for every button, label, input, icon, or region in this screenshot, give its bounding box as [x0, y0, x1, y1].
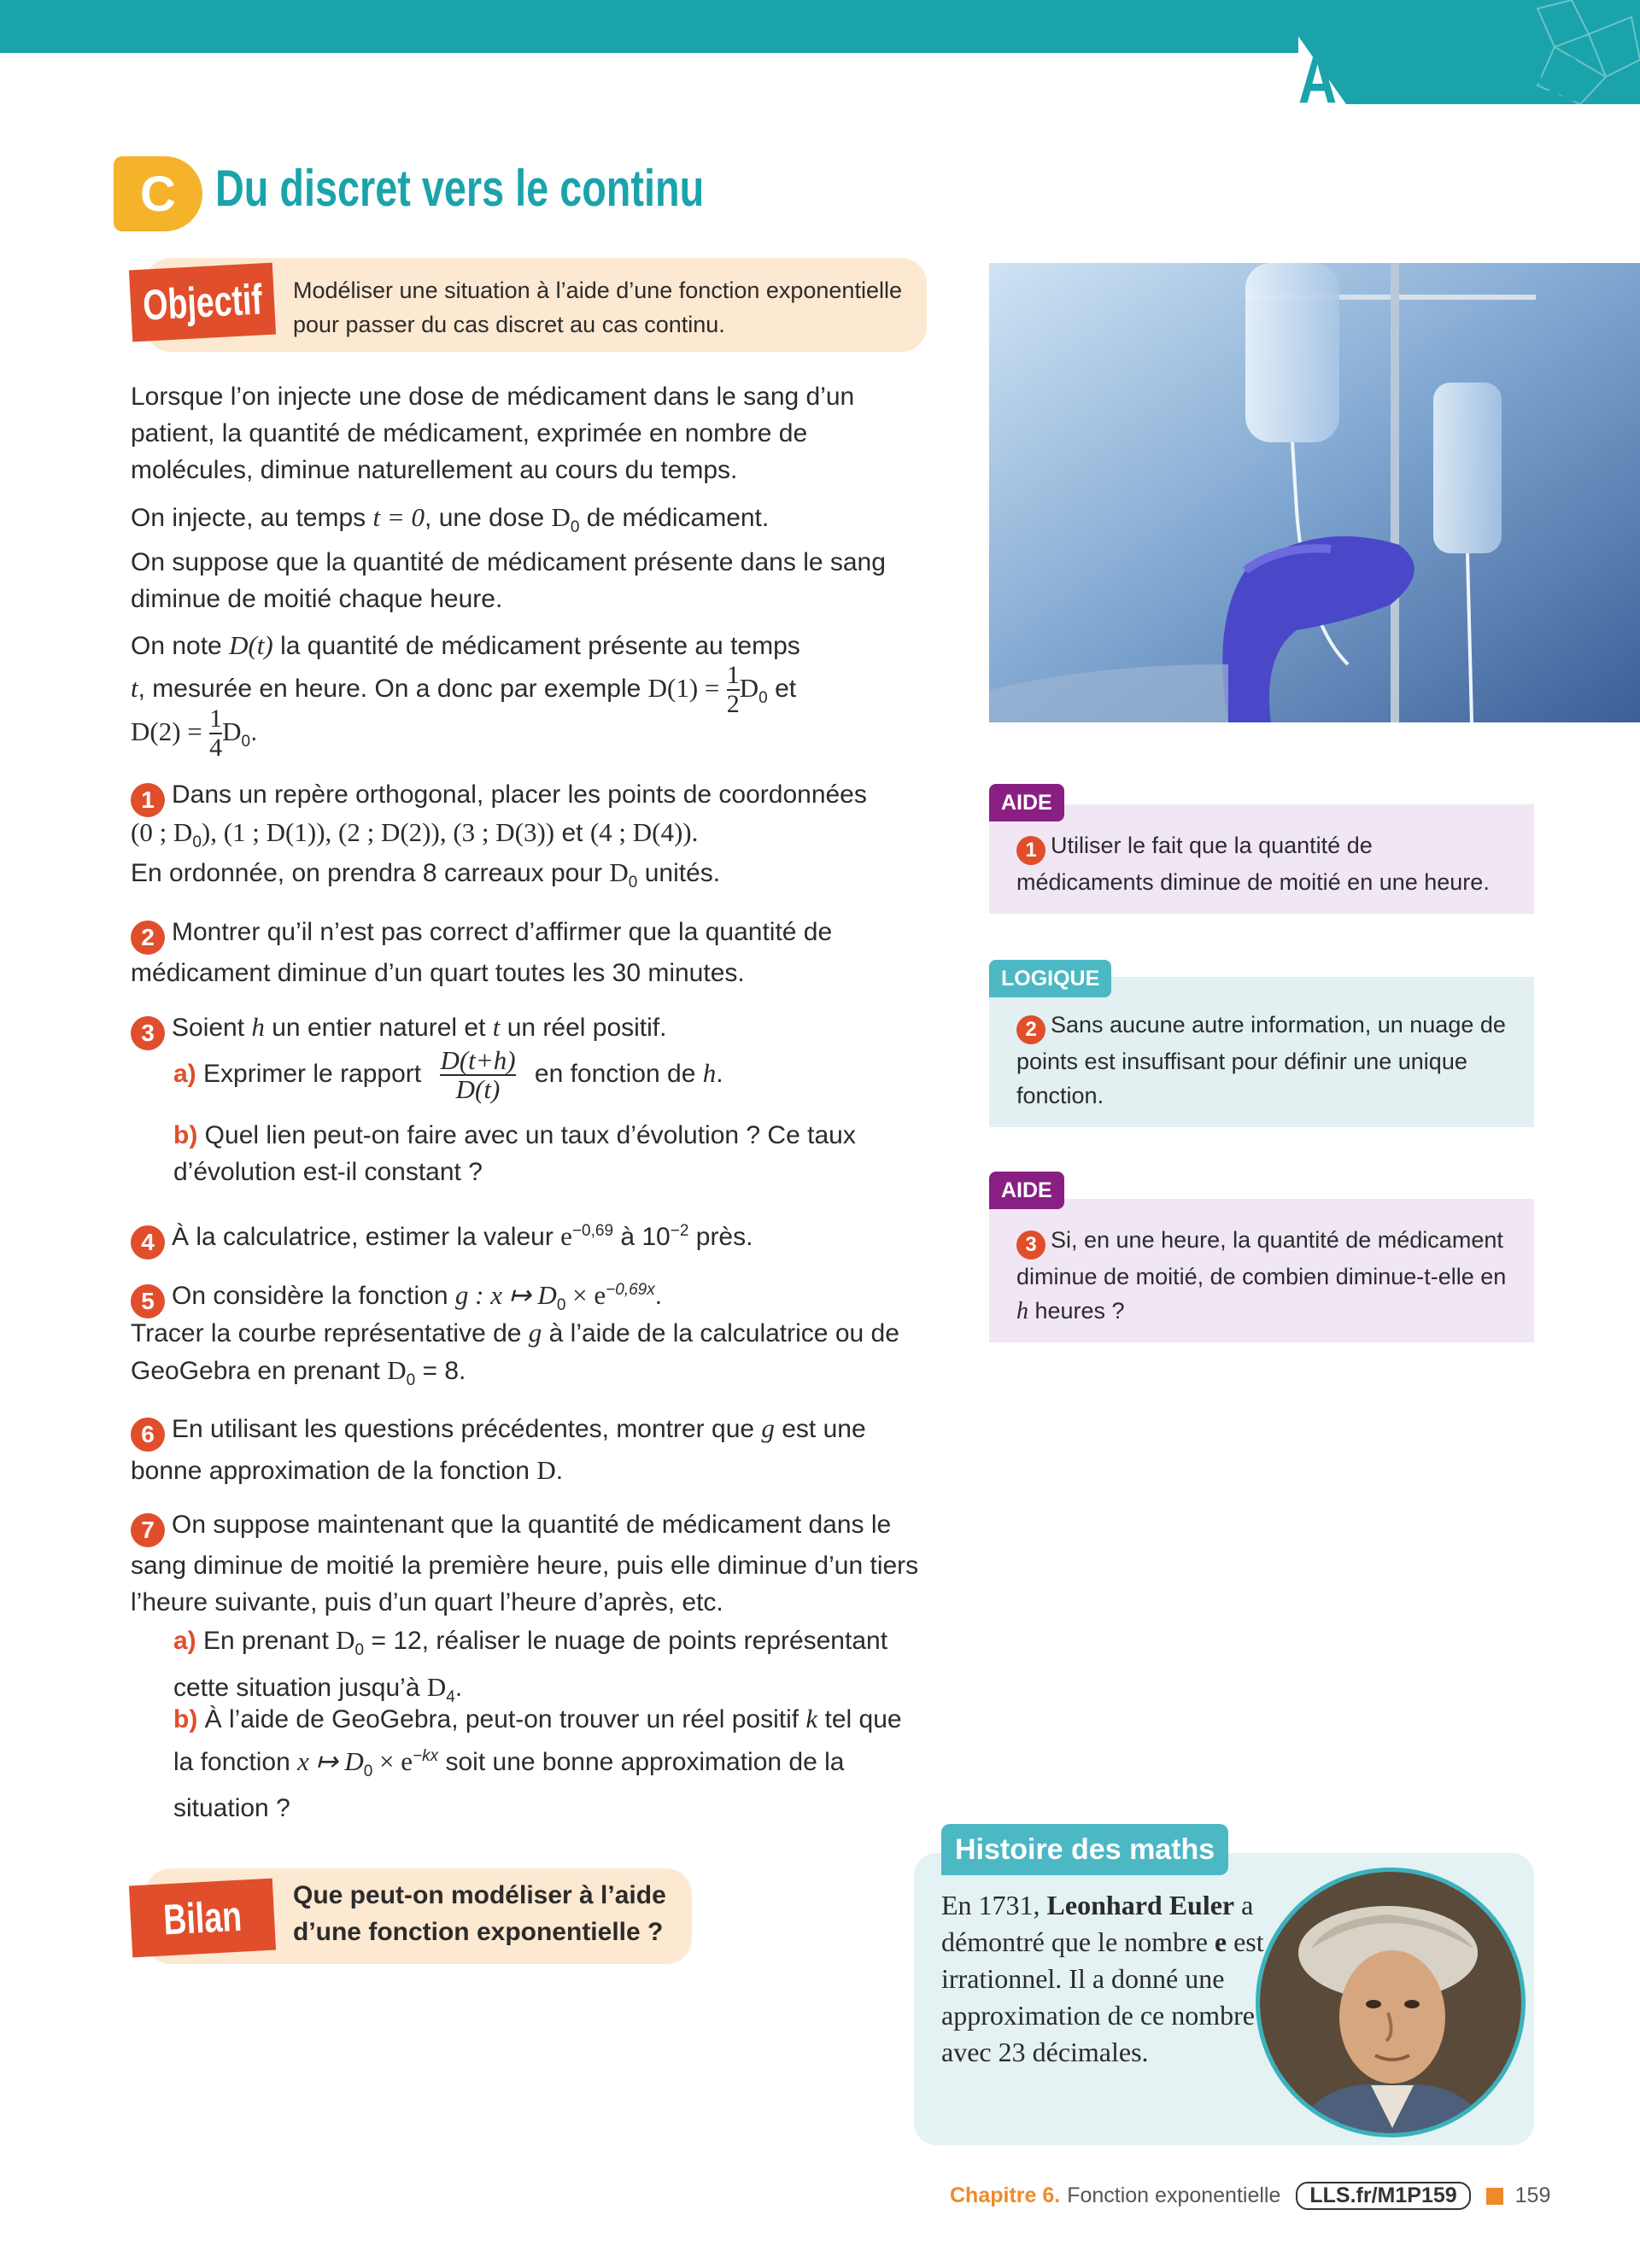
exponent: −0,69	[571, 1222, 614, 1240]
numerator: 1	[209, 704, 223, 733]
text: est une bonne approximation de la fonction	[131, 1415, 866, 1485]
hint-number: 2	[1016, 1015, 1046, 1044]
aide-3-text	[1016, 1223, 1512, 1329]
math-equals-12: = 12	[364, 1627, 422, 1655]
exponent: −0,69x	[606, 1281, 655, 1299]
question-3b	[173, 1117, 925, 1190]
question-number: 6	[131, 1418, 165, 1452]
numerator: 1	[726, 661, 740, 689]
math-equals-8: = 8.	[415, 1357, 466, 1385]
intro-paragraph-4c: D(2) = $\frac{1}{4}$ $D_0$.	[131, 704, 258, 762]
text: et	[767, 674, 797, 703]
question-7b	[173, 1700, 925, 1827]
math-g: g	[761, 1413, 775, 1443]
iv-drip-photo	[989, 263, 1640, 722]
text: la quantité de médicament présente au temps	[272, 632, 800, 660]
exponent: −2	[670, 1222, 689, 1240]
subscript: 0	[363, 1762, 373, 1780]
math-g: g	[528, 1318, 542, 1347]
text: Dans un repère orthogonal, placer les points de coordonnées	[172, 780, 867, 809]
text: , mesurée en heure. On a donc par exemple	[138, 674, 648, 703]
question-7	[131, 1506, 925, 1621]
activity-title: Du discret vers le continu	[215, 160, 705, 217]
objectif-label: Objectif	[141, 275, 264, 330]
logique-tag: LOGIQUE	[989, 960, 1111, 997]
footer-link[interactable]: LLS.fr/M1P159	[1296, 2182, 1470, 2210]
objectif-text: Modéliser une situation à l’aide d’une fonction exponentielle pour passer du cas discret au cas continu.	[293, 278, 902, 337]
text: Utiliser le fait que la quantité de médicaments diminue de moitié en une heure.	[1016, 833, 1490, 895]
question-1	[131, 776, 925, 817]
subscript: 0	[556, 1296, 566, 1314]
math-point-4: (4 ; D(4)).	[589, 817, 699, 847]
histoire-text	[941, 1887, 1266, 2071]
text: Soient	[172, 1014, 252, 1042]
math-e: e	[1214, 1926, 1227, 1957]
text: Montrer qu’il n’est pas correct d’affirmer que la quantité de médicament diminue d’un quart toutes les 30 minutes.	[131, 918, 833, 987]
sub-question-label: b)	[173, 1121, 198, 1149]
text: À la calculatrice, estimer la valeur	[172, 1223, 561, 1251]
subscript: 0	[406, 1371, 416, 1389]
top-band	[0, 0, 1298, 53]
text: un entier naturel et	[264, 1014, 493, 1042]
math-h: h	[1016, 1298, 1028, 1324]
text: près.	[688, 1223, 753, 1251]
footer-square-icon	[1486, 2188, 1503, 2205]
question-number: 7	[131, 1513, 165, 1547]
text: un réel positif.	[500, 1014, 667, 1042]
math-points: ), (1 ; D(1)), (2 ; D(2)), (3 ; D(3))	[201, 817, 555, 847]
footer-chapter: Chapitre 6.	[950, 2183, 1061, 2207]
question-number: 2	[131, 921, 165, 955]
aide-box-3	[989, 1172, 1534, 1342]
text: soit une bonne approximation de la situation ?	[173, 1748, 845, 1822]
intro-paragraph-4	[131, 627, 925, 664]
math-D2: D(2) =	[131, 716, 202, 746]
text: unités.	[637, 859, 721, 887]
subscript: 4	[446, 1688, 455, 1706]
text: est irrationnel. Il a donné une approximation de ce nombre avec 23 décimales.	[941, 1926, 1264, 2067]
activity-letter-badge: C	[114, 156, 202, 231]
question-number: 5	[131, 1284, 165, 1318]
euler-portrait	[1256, 1868, 1526, 2137]
text: On injecte, au temps	[131, 504, 373, 532]
question-number: 4	[131, 1225, 165, 1260]
math-h: h	[251, 1012, 265, 1042]
math-times-e: × e	[565, 1280, 606, 1310]
question-5: 5 On considère la fonction g : x ↦ $D_0 \times e^{-0,69x}$.	[131, 1271, 925, 1324]
math-D: D	[387, 1355, 407, 1385]
aide-tag: AIDE	[989, 1172, 1064, 1209]
question-2	[131, 914, 925, 991]
logique-box	[989, 960, 1534, 1127]
math-times-e: × e	[372, 1746, 413, 1776]
math-t0: t = 0	[372, 502, 425, 532]
objectif-tag	[129, 263, 276, 342]
text: de médicament.	[579, 504, 770, 532]
mathematician-name: Leonhard Euler	[1046, 1890, 1235, 1920]
aide-1-text	[1016, 828, 1512, 899]
text: et	[554, 819, 590, 847]
math-D: D	[536, 1454, 556, 1485]
text: On suppose maintenant que la quantité de médicament dans le sang diminue de moitié la première heure, puis elle diminue d’un tiers l’heure suivante, puis d’un quart l’heure d’après, etc.	[131, 1511, 919, 1616]
exponent: −kx	[413, 1747, 439, 1765]
footer-chapter-title: Fonction exponentielle	[1067, 2183, 1281, 2207]
text: tel que la fonction	[173, 1705, 902, 1776]
denominator: 4	[209, 734, 223, 762]
sub-question-label: a)	[173, 1627, 196, 1655]
math-g-definition: g : x ↦ D	[454, 1280, 557, 1310]
subscript: 0	[354, 1641, 365, 1659]
question-1-scale	[131, 854, 925, 901]
text: On considère la fonction	[172, 1282, 455, 1310]
math-D: D	[739, 672, 759, 703]
text: , une dose	[425, 504, 552, 532]
math-D1: D(1) =	[647, 672, 720, 703]
question-3	[131, 1008, 925, 1050]
text: À l’aide de GeoGebra, peut-on trouver un réel positif	[204, 1705, 806, 1733]
aide-box-1	[989, 784, 1534, 914]
math-Dt: D(t)	[229, 630, 273, 660]
text: On note	[131, 632, 230, 660]
fraction-ratio	[440, 1047, 515, 1103]
fraction-quarter	[209, 705, 222, 762]
math-t: t	[492, 1012, 501, 1042]
text: , réaliser le nuage de points représentant cette situation jusqu’à	[173, 1627, 888, 1702]
text: en fonction de	[534, 1059, 703, 1088]
text: Si, en une heure, la quantité de médicament diminue de moitié, de combien diminue-t-elle en	[1016, 1227, 1507, 1289]
sub-question-label: b)	[173, 1705, 198, 1733]
math-D: D	[222, 716, 242, 746]
subscript: 0	[570, 518, 580, 536]
math-D: D	[336, 1625, 355, 1655]
math-ten: 10	[641, 1223, 671, 1251]
text: Tracer la courbe représentative de	[131, 1319, 529, 1347]
logique-text	[1016, 1008, 1512, 1113]
text: à	[613, 1223, 642, 1251]
text: Sans aucune autre information, un nuage de points est insuffisant pour définir une unique fonction.	[1016, 1012, 1506, 1108]
math-f-definition: x ↦ D	[297, 1746, 364, 1776]
numerator: D(t+h)	[440, 1045, 516, 1075]
text: a démontré que le nombre	[941, 1890, 1254, 1957]
subscript: 0	[241, 732, 251, 751]
hint-number: 3	[1016, 1230, 1046, 1260]
bilan-label: Bilan	[161, 1891, 243, 1944]
math-h: h	[702, 1057, 717, 1088]
math-e: e	[560, 1221, 572, 1251]
text: En prenant	[203, 1627, 337, 1655]
denominator: 2	[726, 690, 740, 718]
question-number: 1	[131, 783, 165, 817]
intro-paragraph-2	[131, 499, 925, 546]
text: à l’aide de la calculatrice ou de GeoGebra en prenant	[131, 1319, 899, 1385]
question-number: 3	[131, 1016, 165, 1050]
math-points: (0 ; D	[131, 817, 193, 847]
text: heures ?	[1028, 1298, 1125, 1324]
text: Quel lien peut-on faire avec un taux d’évolution ? Ce taux d’évolution est-il constant ?	[173, 1121, 856, 1186]
question-4	[131, 1213, 925, 1260]
bilan-text: Que peut-on modéliser à l’aide d’une fonction exponentielle ?	[293, 1881, 666, 1946]
question-5-text	[131, 1314, 925, 1399]
math-D: D	[551, 502, 571, 532]
intro-paragraph-3: On suppose que la quantité de médicament présente dans le sang diminue de moitié chaque heure.	[131, 548, 886, 613]
text: En utilisant les questions précédentes, montrer que	[172, 1415, 762, 1443]
aide-tag: AIDE	[989, 784, 1064, 821]
section-header: ACTIVITÉS	[1298, 42, 1584, 117]
text: En 1731,	[941, 1890, 1047, 1920]
footer	[950, 2182, 1550, 2210]
sub-question-label: a)	[173, 1059, 196, 1088]
math-D: D	[426, 1672, 447, 1702]
denominator: D(t)	[455, 1074, 501, 1104]
math-D: D	[609, 857, 629, 887]
text: En ordonnée, on prendra 8 carreaux pour	[131, 859, 610, 887]
question-7a: a) En prenant $D_0 = 12$, réaliser le nuage de points représentant cette situation jusqu’à $D_4$.	[173, 1625, 888, 1706]
math-t: t	[131, 672, 138, 703]
page-number: 159	[1514, 2183, 1551, 2207]
question-6: 6 En utilisant les questions précédentes, montrer que g est une bonne approximation de la fonction D.	[131, 1413, 866, 1485]
hint-number: 1	[1016, 836, 1046, 865]
text: Exprimer le rapport	[203, 1059, 429, 1088]
subscript: 0	[628, 874, 638, 891]
intro-paragraph-1: Lorsque l’on injecte une dose de médicament dans le sang d’un patient, la quantité de médicament, exprimée en nombre de molécules, diminue naturellement au cours du temps.	[131, 383, 855, 484]
subscript: 0	[192, 833, 202, 851]
subscript: 0	[758, 688, 768, 707]
histoire-tag: Histoire des maths	[941, 1824, 1228, 1875]
bilan-tag	[129, 1879, 276, 1958]
question-3a: a) Exprimer le rapport $\frac{D(t+h)}{D(t)}$ en fonction de h.	[173, 1045, 723, 1104]
math-k: k	[805, 1704, 818, 1733]
